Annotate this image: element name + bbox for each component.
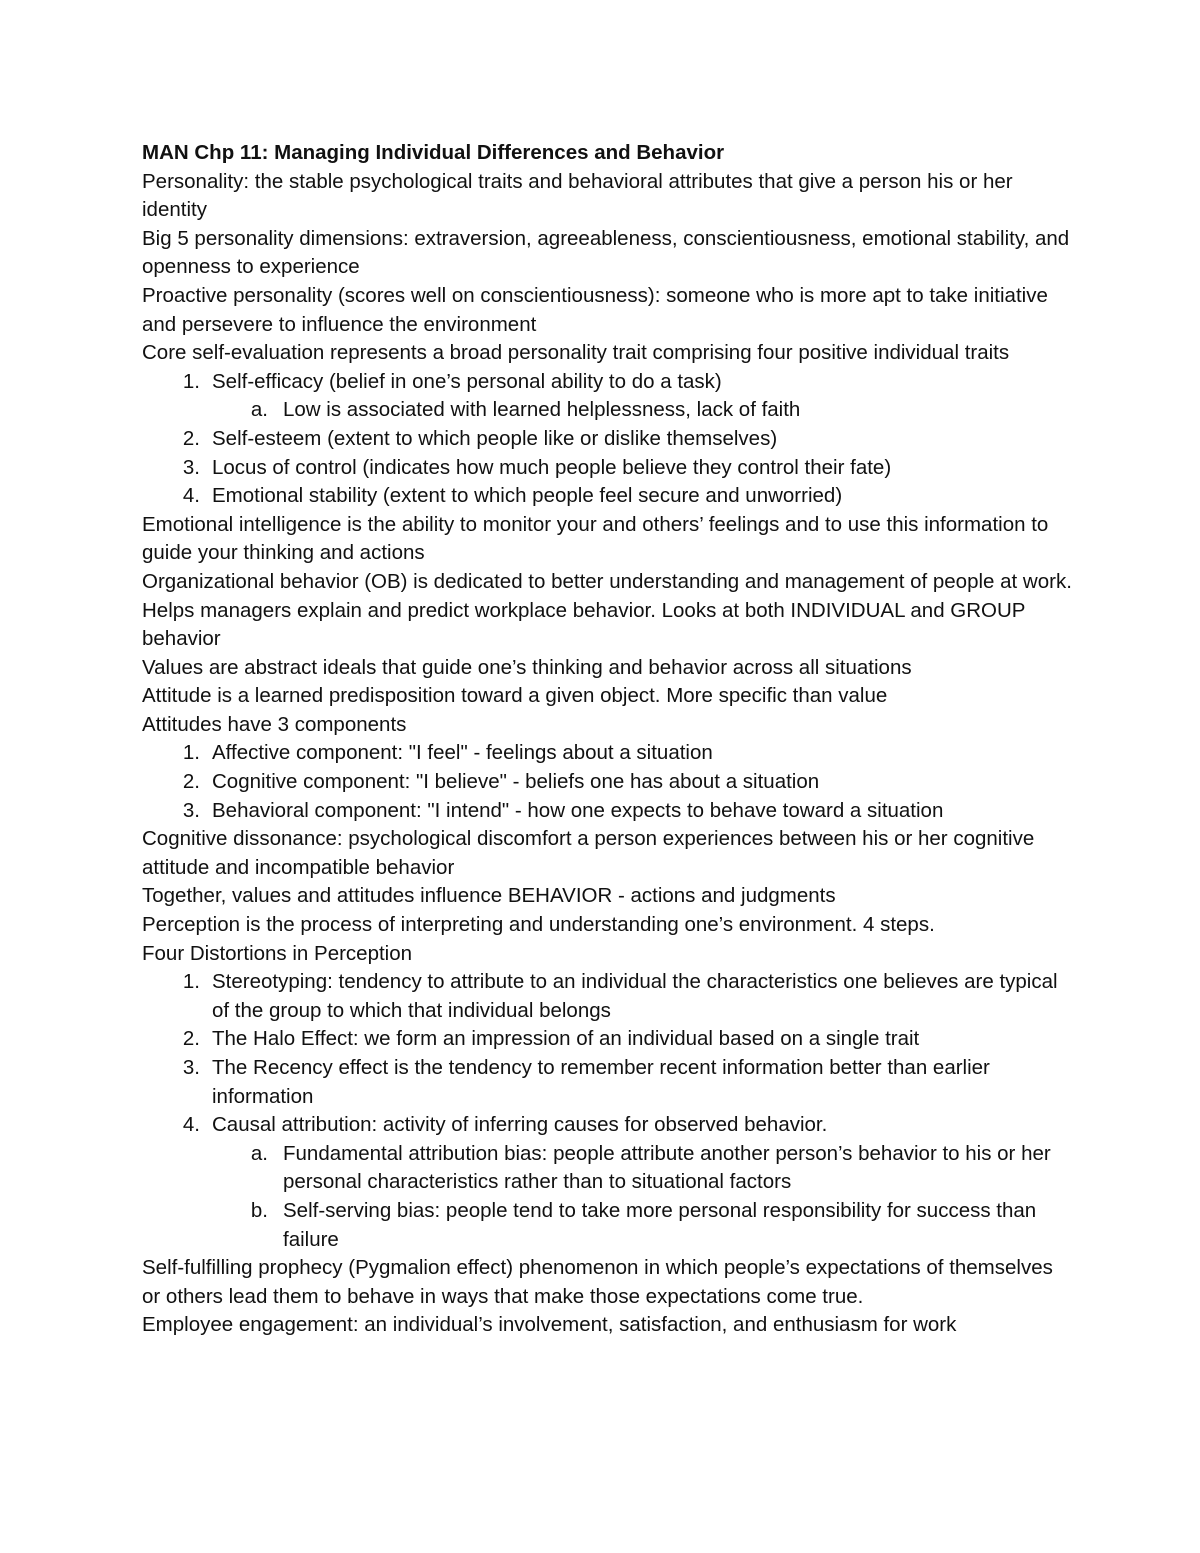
paragraph-perception: Perception is the process of interpreting and understanding one’s environment. 4 steps.: [142, 913, 935, 937]
list-marker: 3.: [182, 455, 200, 479]
list-item-text: The Recency effect is the tendency to remember recent information better than earlier information: [212, 1056, 990, 1108]
list-item-text: Stereotyping: tendency to attribute to an individual the characteristics one believes are typical of the group to which that individual belongs: [212, 970, 1058, 1022]
list-item-text: Emotional stability (extent to which people feel secure and unworried): [212, 484, 843, 508]
paragraph-attitude-components: Attitudes have 3 components: [142, 712, 407, 736]
list-marker: 1.: [182, 741, 200, 765]
paragraph-organizational-behavior: Organizational behavior (OB) is dedicated to better understanding and management of people at work.: [142, 569, 1072, 593]
distortions-list: [142, 968, 1072, 1254]
paragraph-emotional-intelligence: Emotional intelligence is the ability to monitor your and others’ feelings and to use this information to guide your thinking and actions: [142, 512, 1049, 565]
list-item: [142, 1054, 1072, 1111]
list-item-text: Self-efficacy (belief in one’s personal ability to do a task): [212, 369, 722, 393]
document-title: MAN Chp 11: Managing Individual Differences and Behavior: [142, 141, 725, 164]
list-marker: 3.: [182, 798, 200, 822]
paragraph-proactive: Proactive personality (scores well on conscientiousness): someone who is more apt to take initiative and persevere to influence the environment: [142, 283, 1048, 336]
list-marker: 2.: [182, 1027, 200, 1051]
paragraph-four-distortions: Four Distortions in Perception: [142, 941, 413, 965]
list-item: [142, 968, 1072, 1025]
list-item: [142, 425, 1072, 454]
list-marker: 4.: [182, 484, 200, 508]
list-item-text: Causal attribution: activity of inferring causes for observed behavior.: [212, 1113, 828, 1137]
list-item: [142, 1140, 1072, 1197]
paragraph-attitude: Attitude is a learned predisposition toward a given object. More specific than value: [142, 684, 888, 708]
attitude-components-list: [142, 739, 1072, 825]
list-item-text: Affective component: "I feel" - feelings about a situation: [212, 741, 713, 765]
paragraph-helps-managers: Helps managers explain and predict workplace behavior. Looks at both INDIVIDUAL and GROUP behavior: [142, 598, 1026, 651]
list-item: [142, 368, 1072, 397]
list-item-text: Self-esteem (extent to which people like or dislike themselves): [212, 426, 778, 450]
list-item-text: Cognitive component: "I believe" - beliefs one has about a situation: [212, 770, 820, 794]
paragraph-big5: Big 5 personality dimensions: extraversion, agreeableness, conscientiousness, emotional stability, and openness to experience: [142, 226, 1070, 279]
paragraph-self-fulfilling-prophecy: Self-fulfilling prophecy (Pygmalion effect) phenomenon in which people’s expectations of themselves or others lead them to behave in ways that make those expectations come true.: [142, 1256, 1053, 1308]
list-marker: 1.: [182, 369, 200, 393]
list-marker: 2.: [182, 426, 200, 450]
list-marker: b.: [250, 1198, 268, 1222]
list-marker: a.: [250, 398, 268, 422]
list-item-text: Fundamental attribution bias: people attribute another person’s behavior to his or her personal characteristics rather than to situational factors: [283, 1141, 1051, 1194]
list-item: [142, 739, 1072, 768]
document-body: [142, 139, 1072, 1340]
paragraph-together: Together, values and attitudes influence BEHAVIOR - actions and judgments: [142, 884, 836, 908]
list-marker: 4.: [182, 1113, 200, 1137]
list-item-text: Low is associated with learned helplessness, lack of faith: [283, 398, 801, 422]
list-marker: 3.: [182, 1056, 200, 1079]
list-item-text: The Halo Effect: we form an impression of an individual based on a single trait: [212, 1027, 920, 1051]
list-item: [142, 1025, 1072, 1054]
paragraph-values: Values are abstract ideals that guide one’s thinking and behavior across all situations: [142, 655, 912, 679]
core-traits-list: [142, 368, 1072, 511]
list-item: [142, 396, 1072, 425]
list-item-text: Locus of control (indicates how much people believe they control their fate): [212, 455, 892, 479]
list-item: [142, 1197, 1072, 1254]
list-item-text: Behavioral component: "I intend" - how one expects to behave toward a situation: [212, 798, 944, 822]
list-item-text: Self-serving bias: people tend to take more personal responsibility for success than failure: [283, 1198, 1037, 1251]
paragraph-personality: Personality: the stable psychological traits and behavioral attributes that give a person his or her identity: [142, 169, 1013, 222]
list-marker: 2.: [182, 770, 200, 794]
paragraph-core-self-evaluation: Core self-evaluation represents a broad personality trait comprising four positive individual traits: [142, 341, 1010, 365]
list-item: [142, 482, 1072, 511]
list-item: [142, 454, 1072, 483]
list-marker: a.: [250, 1141, 268, 1165]
list-marker: 1.: [182, 970, 200, 994]
paragraph-employee-engagement: Employee engagement: an individual’s involvement, satisfaction, and enthusiasm for work: [142, 1313, 957, 1337]
paragraph-cognitive-dissonance: Cognitive dissonance: psychological discomfort a person experiences between his or her cognitive attitude and incompatible behavior: [142, 827, 1035, 879]
list-item: [142, 797, 1072, 826]
list-item: [142, 1111, 1072, 1140]
list-item: [142, 768, 1072, 797]
